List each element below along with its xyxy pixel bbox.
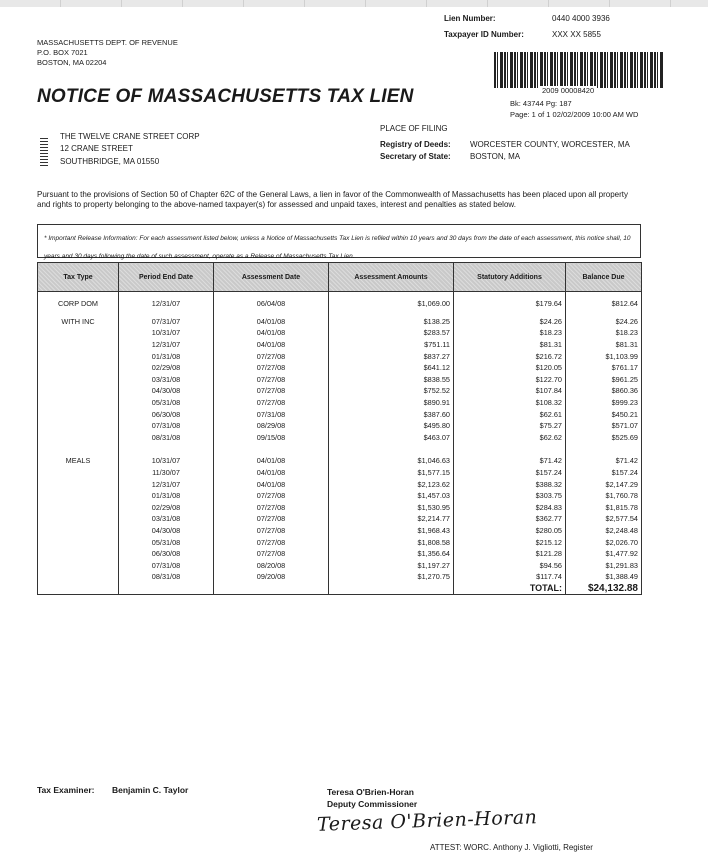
statutory-additions: $18.23 bbox=[454, 327, 566, 339]
statutory-additions: $122.70 bbox=[454, 374, 566, 386]
statutory-additions: $62.62 bbox=[454, 432, 566, 444]
release-info-box bbox=[37, 224, 641, 258]
table-row bbox=[38, 339, 642, 351]
table-row bbox=[38, 327, 642, 339]
table-row bbox=[38, 350, 642, 362]
period-end-date: 05/31/08 bbox=[119, 397, 214, 409]
statutory-additions: $94.56 bbox=[454, 559, 566, 571]
column-header: Tax Type bbox=[38, 263, 119, 292]
statutory-additions: $120.05 bbox=[454, 362, 566, 374]
taxpayer-city: SOUTHBRIDGE, MA 01550 bbox=[60, 157, 160, 166]
table-row bbox=[38, 571, 642, 583]
statutory-additions: $81.31 bbox=[454, 339, 566, 351]
assessment-amount: $1,197.27 bbox=[329, 559, 454, 571]
balance-due: $999.23 bbox=[566, 397, 642, 409]
taxpayer-id: XXX XX 5855 bbox=[552, 30, 601, 39]
period-end-date: 07/31/08 bbox=[119, 559, 214, 571]
table-row bbox=[38, 467, 642, 479]
lien-table bbox=[37, 262, 642, 595]
assessment-amount: $2,214.77 bbox=[329, 513, 454, 525]
attest-line: ATTEST: WORC. Anthony J. Vigliotti, Register bbox=[430, 843, 593, 852]
period-end-date: 07/31/08 bbox=[119, 420, 214, 432]
page-title: NOTICE OF MASSACHUSETTS TAX LIEN bbox=[37, 86, 414, 107]
assessment-date: 08/29/08 bbox=[214, 420, 329, 432]
assessment-amount: $1,270.75 bbox=[329, 571, 454, 583]
assessment-date: 04/01/08 bbox=[214, 467, 329, 479]
statutory-additions: $71.42 bbox=[454, 455, 566, 467]
assessment-amount: $2,123.62 bbox=[329, 478, 454, 490]
assessment-date: 04/01/08 bbox=[214, 339, 329, 351]
period-end-date: 01/31/08 bbox=[119, 350, 214, 362]
period-end-date: 08/31/08 bbox=[119, 432, 214, 444]
table-row bbox=[38, 536, 642, 548]
table-row bbox=[38, 397, 642, 409]
assessment-amount: $1,530.95 bbox=[329, 502, 454, 514]
assessment-amount: $1,457.03 bbox=[329, 490, 454, 502]
statutory-additions: $388.32 bbox=[454, 478, 566, 490]
period-end-date: 11/30/07 bbox=[119, 467, 214, 479]
balance-due: $961.25 bbox=[566, 374, 642, 386]
assessment-amount: $1,577.15 bbox=[329, 467, 454, 479]
statutory-additions: $24.26 bbox=[454, 316, 566, 328]
table-row bbox=[38, 362, 642, 374]
period-end-date: 04/30/08 bbox=[119, 525, 214, 537]
assessment-amount: $1,069.00 bbox=[329, 298, 454, 310]
assessment-amount: $1,808.58 bbox=[329, 536, 454, 548]
book-page: Bk: 43744 Pg: 187 bbox=[510, 99, 572, 108]
barcode-graphic bbox=[494, 52, 664, 88]
column-header: Assessment Date bbox=[214, 263, 329, 292]
assessment-date: 04/01/08 bbox=[214, 455, 329, 467]
assessment-amount: $283.57 bbox=[329, 327, 454, 339]
assessment-date: 07/27/08 bbox=[214, 548, 329, 560]
assessment-date: 09/15/08 bbox=[214, 432, 329, 444]
balance-due: $1,760.78 bbox=[566, 490, 642, 502]
statutory-additions: $303.75 bbox=[454, 490, 566, 502]
balance-due: $24.26 bbox=[566, 316, 642, 328]
assessment-amount: $752.52 bbox=[329, 385, 454, 397]
table-row bbox=[38, 513, 642, 525]
table-row bbox=[38, 385, 642, 397]
period-end-date: 10/31/07 bbox=[119, 327, 214, 339]
assessment-date: 07/27/08 bbox=[214, 525, 329, 537]
table-row bbox=[38, 502, 642, 514]
assessment-amount: $751.11 bbox=[329, 339, 454, 351]
period-end-date: 02/29/08 bbox=[119, 362, 214, 374]
table-row bbox=[38, 408, 642, 420]
page-date: Page: 1 of 1 02/02/2009 10:00 AM WD bbox=[510, 110, 639, 119]
tax-type: MEALS bbox=[38, 455, 119, 467]
assessment-amount: $1,356.64 bbox=[329, 548, 454, 560]
taxpayer-id-label: Taxpayer ID Number: bbox=[444, 30, 524, 39]
table-row bbox=[38, 490, 642, 502]
statutory-additions: $121.28 bbox=[454, 548, 566, 560]
secretary-value: BOSTON, MA bbox=[470, 152, 521, 161]
official-name: Teresa O'Brien-Horan bbox=[327, 787, 414, 797]
assessment-date: 07/27/08 bbox=[214, 397, 329, 409]
assessment-date: 09/20/08 bbox=[214, 571, 329, 583]
assessment-amount: $495.80 bbox=[329, 420, 454, 432]
table-row bbox=[38, 478, 642, 490]
column-header: Assessment Amounts bbox=[329, 263, 454, 292]
statutory-additions: $107.84 bbox=[454, 385, 566, 397]
period-end-date: 12/31/07 bbox=[119, 339, 214, 351]
table-row bbox=[38, 559, 642, 571]
assessment-date: 07/27/08 bbox=[214, 385, 329, 397]
period-end-date: 05/31/08 bbox=[119, 536, 214, 548]
assessment-date: 04/01/08 bbox=[214, 478, 329, 490]
assessment-amount: $1,968.43 bbox=[329, 525, 454, 537]
lien-number: 0440 4000 3936 bbox=[552, 14, 610, 23]
tax-type: WITH INC bbox=[38, 316, 119, 328]
period-end-date: 02/29/08 bbox=[119, 502, 214, 514]
period-end-date: 04/30/08 bbox=[119, 385, 214, 397]
total-label: TOTAL: bbox=[454, 583, 566, 595]
column-header: Statutory Additions bbox=[454, 263, 566, 292]
release-info-text: * Important Release Information: For each assessment listed below, unless a Notice of Massachusetts Tax Lien is refiled within 10 years and 30 days from the date of each assessment, this notice shall, 10 years and 30 days following the date of such assessment, operate as a Release of Massachusetts Tax Lien. bbox=[44, 235, 631, 260]
period-end-date: 06/30/08 bbox=[119, 408, 214, 420]
balance-due: $761.17 bbox=[566, 362, 642, 374]
assessment-date: 04/01/08 bbox=[214, 316, 329, 328]
period-end-date: 03/31/08 bbox=[119, 513, 214, 525]
assessment-date: 07/27/08 bbox=[214, 502, 329, 514]
balance-due: $2,248.48 bbox=[566, 525, 642, 537]
balance-due: $2,026.70 bbox=[566, 536, 642, 548]
agency-name: MASSACHUSETTS DEPT. OF REVENUE bbox=[37, 38, 178, 47]
period-end-date: 06/30/08 bbox=[119, 548, 214, 560]
assessment-date: 07/27/08 bbox=[214, 350, 329, 362]
tax-type: CORP DOM bbox=[38, 298, 119, 310]
signature: Teresa O'Brien-Horan bbox=[316, 806, 538, 836]
balance-due: $571.07 bbox=[566, 420, 642, 432]
assessment-amount: $641.12 bbox=[329, 362, 454, 374]
statutory-additions: $362.77 bbox=[454, 513, 566, 525]
balance-due: $1,815.78 bbox=[566, 502, 642, 514]
secretary-label: Secretary of State: bbox=[380, 152, 451, 161]
table-row bbox=[38, 432, 642, 444]
table-body bbox=[38, 292, 642, 595]
agency-city: BOSTON, MA 02204 bbox=[37, 58, 107, 67]
balance-due: $450.21 bbox=[566, 408, 642, 420]
balance-due: $1,103.99 bbox=[566, 350, 642, 362]
balance-due: $18.23 bbox=[566, 327, 642, 339]
period-end-date: 03/31/08 bbox=[119, 374, 214, 386]
assessment-amount: $837.27 bbox=[329, 350, 454, 362]
balance-due: $1,477.92 bbox=[566, 548, 642, 560]
table-header-row bbox=[38, 263, 642, 292]
column-header: Period End Date bbox=[119, 263, 214, 292]
filing-heading: PLACE OF FILING bbox=[380, 124, 448, 133]
statutory-additions: $179.64 bbox=[454, 298, 566, 310]
balance-due: $81.31 bbox=[566, 339, 642, 351]
period-end-date: 07/31/07 bbox=[119, 316, 214, 328]
table-row bbox=[38, 374, 642, 386]
table-row bbox=[38, 548, 642, 560]
balance-due: $2,147.29 bbox=[566, 478, 642, 490]
balance-due: $812.64 bbox=[566, 298, 642, 310]
total-value: $24,132.88 bbox=[566, 583, 642, 595]
mail-code-graphic bbox=[40, 136, 48, 166]
period-end-date: 10/31/07 bbox=[119, 455, 214, 467]
period-end-date: 12/31/07 bbox=[119, 478, 214, 490]
total-row bbox=[38, 583, 642, 595]
balance-due: $860.36 bbox=[566, 385, 642, 397]
assessment-date: 07/27/08 bbox=[214, 513, 329, 525]
statutory-additions: $62.61 bbox=[454, 408, 566, 420]
balance-due: $1,291.83 bbox=[566, 559, 642, 571]
column-header: Balance Due bbox=[566, 263, 642, 292]
assessment-amount: $890.91 bbox=[329, 397, 454, 409]
statutory-additions: $75.27 bbox=[454, 420, 566, 432]
taxpayer-street: 12 CRANE STREET bbox=[60, 144, 133, 153]
table-row bbox=[38, 455, 642, 467]
period-end-date: 01/31/08 bbox=[119, 490, 214, 502]
assessment-amount: $838.55 bbox=[329, 374, 454, 386]
intro-paragraph: Pursuant to the provisions of Section 50 of Chapter 62C of the General Laws, a lien in favor of the Commonwealth of Massachusetts has been placed upon all property and rights to property belonging to the above-named taxpayer(s) for assessed and unpaid taxes, interest and penalties as stated below. bbox=[37, 190, 629, 209]
table-row bbox=[38, 298, 642, 310]
assessment-date: 04/01/08 bbox=[214, 327, 329, 339]
assessment-date: 07/27/08 bbox=[214, 536, 329, 548]
assessment-date: 08/20/08 bbox=[214, 559, 329, 571]
assessment-date: 06/04/08 bbox=[214, 298, 329, 310]
barcode-number: 2009 00008420 bbox=[542, 86, 595, 95]
assessment-amount: $1,046.63 bbox=[329, 455, 454, 467]
assessment-date: 07/27/08 bbox=[214, 490, 329, 502]
examiner-label: Tax Examiner: bbox=[37, 785, 95, 795]
table-row bbox=[38, 420, 642, 432]
balance-due: $157.24 bbox=[566, 467, 642, 479]
statutory-additions: $216.72 bbox=[454, 350, 566, 362]
statutory-additions: $215.12 bbox=[454, 536, 566, 548]
balance-due: $71.42 bbox=[566, 455, 642, 467]
examiner-name: Benjamin C. Taylor bbox=[112, 785, 189, 795]
scan-top-strip bbox=[0, 0, 708, 7]
agency-box: P.O. BOX 7021 bbox=[37, 48, 88, 57]
statutory-additions: $157.24 bbox=[454, 467, 566, 479]
assessment-date: 07/27/08 bbox=[214, 362, 329, 374]
assessment-date: 07/27/08 bbox=[214, 374, 329, 386]
statutory-additions: $284.83 bbox=[454, 502, 566, 514]
official-title: Deputy Commissioner bbox=[327, 799, 418, 809]
deeds-value: WORCESTER COUNTY, WORCESTER, MA bbox=[470, 140, 630, 149]
assessment-date: 07/31/08 bbox=[214, 408, 329, 420]
period-end-date: 08/31/08 bbox=[119, 571, 214, 583]
deeds-label: Registry of Deeds: bbox=[380, 140, 451, 149]
table-row bbox=[38, 316, 642, 328]
taxpayer-name: THE TWELVE CRANE STREET CORP bbox=[60, 132, 200, 141]
period-end-date: 12/31/07 bbox=[119, 298, 214, 310]
lien-number-label: Lien Number: bbox=[444, 14, 496, 23]
table-row bbox=[38, 525, 642, 537]
statutory-additions: $117.74 bbox=[454, 571, 566, 583]
balance-due: $1,388.49 bbox=[566, 571, 642, 583]
statutory-additions: $108.32 bbox=[454, 397, 566, 409]
balance-due: $525.69 bbox=[566, 432, 642, 444]
assessment-amount: $387.60 bbox=[329, 408, 454, 420]
balance-due: $2,577.54 bbox=[566, 513, 642, 525]
assessment-amount: $138.25 bbox=[329, 316, 454, 328]
statutory-additions: $280.05 bbox=[454, 525, 566, 537]
assessment-amount: $463.07 bbox=[329, 432, 454, 444]
